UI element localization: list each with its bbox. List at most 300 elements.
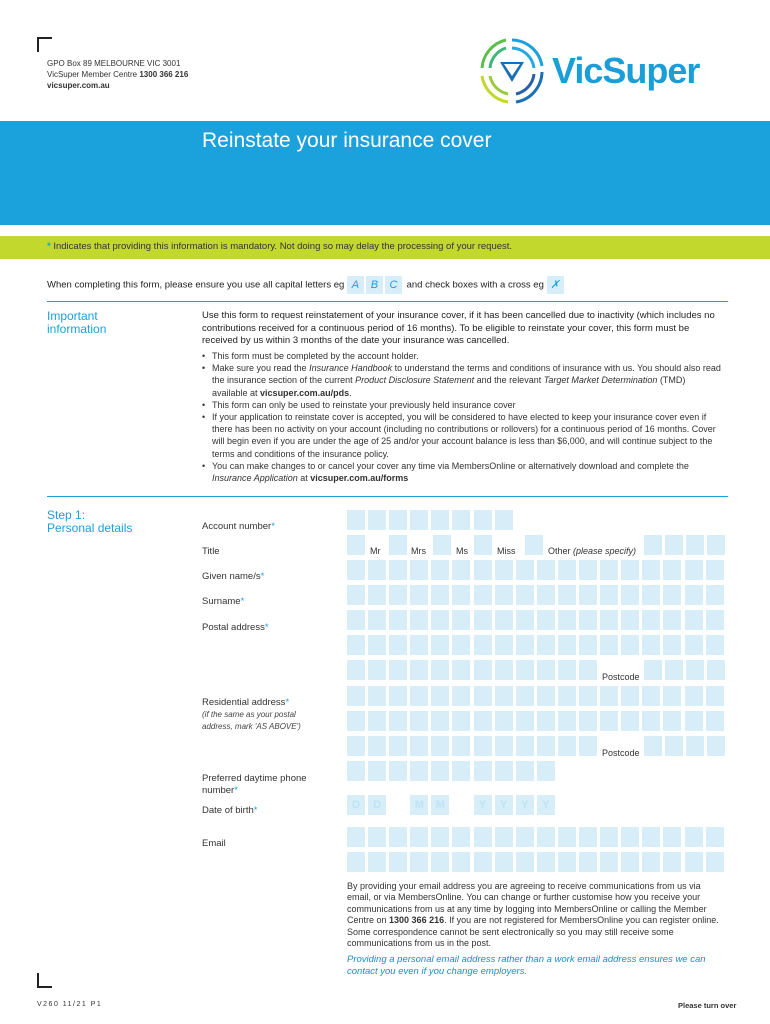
input-box-cell[interactable]	[516, 686, 534, 706]
input-box-cell[interactable]	[389, 585, 407, 605]
input-box-cell[interactable]	[663, 585, 681, 605]
input-box-cell[interactable]	[368, 761, 386, 781]
input-box-cell[interactable]	[685, 610, 703, 630]
crop-mark-bottom	[37, 973, 52, 988]
mandatory-star: *	[260, 571, 265, 582]
input-box-cell[interactable]	[600, 852, 618, 872]
mr-checkbox[interactable]	[347, 535, 365, 555]
input-box-cell[interactable]	[558, 711, 576, 731]
input-box-cell[interactable]	[495, 635, 513, 655]
input-box-cell[interactable]	[706, 827, 724, 847]
input-box-cell[interactable]	[706, 610, 724, 630]
input-box-cell[interactable]	[686, 660, 704, 680]
input-box-cell[interactable]	[452, 610, 470, 630]
email-note-text: . If you are not registered for MembersOnline you can register online. Some correspondence cannot be sent electronically so you may still receive some communications from us in the post.	[347, 915, 719, 949]
input-box-cell[interactable]	[368, 635, 386, 655]
mandatory-star: *	[234, 785, 238, 796]
postal-address-label	[202, 622, 269, 634]
input-box-cell[interactable]	[516, 852, 534, 872]
input-box-cell[interactable]	[558, 736, 576, 756]
bullet-text: Make sure you read the	[212, 363, 310, 374]
input-box-cell[interactable]	[452, 510, 470, 530]
input-box-cell[interactable]	[474, 711, 492, 731]
input-box-cell[interactable]	[474, 585, 492, 605]
input-box-cell[interactable]	[600, 610, 618, 630]
input-box-cell[interactable]	[431, 686, 449, 706]
bullet-item	[202, 362, 722, 399]
form-version: V260 11/21 P1	[37, 1001, 103, 1008]
input-box-cell[interactable]	[663, 610, 681, 630]
input-box-cell[interactable]	[410, 761, 428, 781]
dob-month-cell[interactable]: M	[410, 795, 428, 815]
mrs-checkbox[interactable]	[389, 535, 407, 555]
input-box-cell[interactable]	[707, 535, 725, 555]
dob-day-cell[interactable]: D	[368, 795, 386, 815]
input-box-cell[interactable]	[347, 736, 365, 756]
input-box-cell[interactable]	[642, 560, 660, 580]
instructions-text-2: and check boxes with a cross eg	[406, 279, 544, 291]
mandatory-note-bar	[0, 236, 770, 259]
postal-address-line2[interactable]	[347, 635, 727, 655]
surname-label	[202, 596, 244, 608]
input-box-cell[interactable]	[558, 585, 576, 605]
dob-day-cell[interactable]: D	[347, 795, 365, 815]
input-box-cell[interactable]	[474, 827, 492, 847]
input-box-cell[interactable]	[431, 852, 449, 872]
input-box-cell[interactable]	[389, 635, 407, 655]
input-box-cell[interactable]	[474, 761, 492, 781]
bullet-text: If your application to reinstate cover is accepted, you will be considered to have elected to keep your insurance cover even if there has been no activity on your account (including no contributions or rollovers) for a continuous period of 16 months. Cover will begin even if you are under the age of 25 and/or your account balance is less than $6,000, and will continue subject to the terms and conditions of the insurance policy.	[212, 412, 716, 459]
miss-label: Miss	[497, 546, 516, 556]
input-box-cell[interactable]	[558, 660, 576, 680]
input-box-cell[interactable]	[474, 510, 492, 530]
input-box-cell[interactable]	[663, 711, 681, 731]
residential-address-line3[interactable]	[347, 736, 600, 756]
input-box-cell[interactable]	[621, 827, 639, 847]
input-box-cell[interactable]	[600, 585, 618, 605]
input-box-cell[interactable]	[495, 510, 513, 530]
residential-address-line1[interactable]	[347, 686, 727, 706]
input-box-cell[interactable]	[495, 761, 513, 781]
input-box-cell[interactable]	[516, 585, 534, 605]
input-box-cell[interactable]	[537, 736, 555, 756]
residential-postcode-label: Postcode	[602, 748, 640, 758]
input-box-cell[interactable]	[347, 560, 365, 580]
ms-checkbox[interactable]	[433, 535, 451, 555]
input-box-cell[interactable]	[579, 660, 597, 680]
input-box-cell[interactable]	[368, 510, 386, 530]
input-box-cell[interactable]	[600, 711, 618, 731]
input-box-cell[interactable]	[579, 711, 597, 731]
input-box-cell[interactable]	[347, 510, 365, 530]
label-text: Postal address	[202, 622, 265, 633]
insurance-handbook-ref: Insurance Handbook	[309, 363, 393, 374]
postal-address-line1[interactable]	[347, 610, 727, 630]
input-box-cell[interactable]	[706, 686, 724, 706]
account-number-field[interactable]	[347, 510, 516, 530]
bullet-text: You can make changes to or cancel your cover any time via MembersOnline or alternatively download and complete the	[212, 460, 689, 471]
input-box-cell[interactable]	[665, 535, 683, 555]
input-box-cell[interactable]	[389, 711, 407, 731]
input-box-cell[interactable]	[431, 761, 449, 781]
input-box-cell[interactable]	[642, 610, 660, 630]
input-box-cell[interactable]	[642, 711, 660, 731]
address-line: GPO Box 89 MELBOURNE VIC 3001	[47, 59, 181, 68]
input-box-cell[interactable]	[452, 711, 470, 731]
input-box-cell[interactable]	[685, 711, 703, 731]
step1-subtitle: Personal details	[47, 521, 133, 535]
input-box-cell[interactable]	[600, 686, 618, 706]
bullet-item	[202, 411, 722, 460]
input-box-cell[interactable]	[516, 635, 534, 655]
input-box-cell[interactable]	[644, 736, 662, 756]
input-box-cell[interactable]	[516, 736, 534, 756]
input-box-cell[interactable]	[663, 686, 681, 706]
input-box-cell[interactable]	[474, 635, 492, 655]
input-box-cell[interactable]	[537, 761, 555, 781]
input-box-cell[interactable]	[495, 610, 513, 630]
mandatory-star: *	[47, 241, 51, 252]
input-box-cell[interactable]	[579, 610, 597, 630]
input-box-cell[interactable]	[707, 736, 725, 756]
input-box-cell[interactable]	[431, 736, 449, 756]
residential-note: (if the same as your postal address, mark 'AS ABOVE')	[202, 710, 301, 731]
input-box-cell[interactable]	[474, 660, 492, 680]
input-box-cell[interactable]	[706, 585, 724, 605]
input-box-cell[interactable]	[621, 711, 639, 731]
member-centre-line	[47, 69, 188, 80]
input-box-cell[interactable]	[431, 660, 449, 680]
input-box-cell[interactable]	[706, 711, 724, 731]
input-box-cell[interactable]	[642, 585, 660, 605]
sample-letter-b: B	[366, 276, 383, 294]
input-box-cell[interactable]	[558, 635, 576, 655]
input-box-cell[interactable]	[537, 610, 555, 630]
residential-address-label	[202, 697, 327, 733]
input-box-cell[interactable]	[537, 827, 555, 847]
input-box-cell[interactable]	[368, 610, 386, 630]
surname-field[interactable]	[347, 585, 727, 605]
input-box-cell[interactable]	[685, 827, 703, 847]
email-advice: Providing a personal email address rather than a work email address ensures we can contact you even if you change employers.	[347, 954, 706, 977]
input-box-cell[interactable]	[621, 635, 639, 655]
input-box-cell[interactable]	[474, 686, 492, 706]
input-box-cell[interactable]	[495, 686, 513, 706]
input-box-cell[interactable]	[642, 827, 660, 847]
dob-month-cell[interactable]: M	[431, 795, 449, 815]
input-box-cell[interactable]	[706, 635, 724, 655]
input-box-cell[interactable]	[452, 660, 470, 680]
input-box-cell[interactable]	[706, 852, 724, 872]
input-box-cell[interactable]	[685, 852, 703, 872]
input-box-cell[interactable]	[431, 711, 449, 731]
input-box-cell[interactable]	[579, 686, 597, 706]
input-box-cell[interactable]	[686, 535, 704, 555]
input-box-cell[interactable]	[389, 761, 407, 781]
input-box-cell[interactable]	[431, 560, 449, 580]
email-field-line1[interactable]	[347, 827, 727, 847]
input-box-cell[interactable]	[347, 585, 365, 605]
title-checkboxes[interactable]	[347, 535, 368, 555]
input-box-cell[interactable]	[579, 635, 597, 655]
input-box-cell[interactable]	[368, 660, 386, 680]
input-box-cell[interactable]	[389, 510, 407, 530]
input-box-cell[interactable]	[642, 635, 660, 655]
input-box-cell[interactable]	[600, 560, 618, 580]
mandatory-star: *	[285, 697, 290, 708]
mandatory-star: *	[240, 596, 245, 607]
input-box-cell[interactable]	[474, 852, 492, 872]
input-box-cell[interactable]	[621, 852, 639, 872]
input-box-cell[interactable]	[685, 560, 703, 580]
vicsuper-logo	[476, 36, 726, 106]
input-box-cell[interactable]	[347, 711, 365, 731]
input-box-cell[interactable]	[663, 560, 681, 580]
website: vicsuper.com.au	[47, 81, 110, 90]
important-heading	[47, 310, 106, 336]
instructions-text-1: When completing this form, please ensure you use all capital letters eg	[47, 279, 345, 291]
input-box-cell[interactable]	[347, 635, 365, 655]
important-intro: Use this form to request reinstatement of your insurance cover, if it has been cancelled due to inactivity (which includes no contributions received for a continuous period of 16 months). To be eligible to reinstate your cover, this form must be received by us within 3 months of the date your insurance was cancelled.	[202, 310, 715, 346]
input-box-cell[interactable]	[452, 736, 470, 756]
label-text: Given name/s	[202, 571, 261, 582]
other-label	[548, 546, 636, 556]
input-box-cell[interactable]	[579, 736, 597, 756]
input-box-cell[interactable]	[431, 510, 449, 530]
input-box-cell[interactable]	[347, 852, 365, 872]
input-box-cell[interactable]	[452, 635, 470, 655]
input-box-cell[interactable]	[410, 827, 428, 847]
input-box-cell[interactable]	[495, 711, 513, 731]
input-box-cell[interactable]	[474, 610, 492, 630]
bullet-item	[202, 399, 722, 411]
input-box-cell[interactable]	[644, 660, 662, 680]
input-box-cell[interactable]	[516, 711, 534, 731]
bullet-text: to understand the terms and conditions of insurance with us. You should also read the insurance section of the current	[212, 363, 721, 386]
input-box-cell[interactable]	[537, 660, 555, 680]
input-box-cell[interactable]	[579, 585, 597, 605]
input-box-cell[interactable]	[642, 686, 660, 706]
input-box-cell[interactable]	[516, 827, 534, 847]
input-box-cell[interactable]	[516, 761, 534, 781]
title-banner	[0, 121, 770, 225]
section-divider	[47, 301, 728, 302]
input-box-cell[interactable]	[368, 686, 386, 706]
tmd-ref: Target Market Determination	[543, 375, 658, 386]
label-text: Account number	[202, 521, 272, 532]
input-box-cell[interactable]	[495, 852, 513, 872]
logo-wordmark: VicSuper	[552, 50, 700, 91]
member-centre-label: VicSuper Member Centre	[47, 70, 140, 79]
input-box-cell[interactable]	[621, 560, 639, 580]
input-box-cell[interactable]	[558, 560, 576, 580]
input-box-cell[interactable]	[537, 635, 555, 655]
input-box-cell[interactable]	[389, 560, 407, 580]
input-box-cell[interactable]	[410, 560, 428, 580]
input-box-cell[interactable]	[368, 560, 386, 580]
important-heading-line2: information	[47, 322, 107, 336]
input-box-cell[interactable]	[621, 585, 639, 605]
given-names-field[interactable]	[347, 560, 727, 580]
input-box-cell[interactable]	[347, 761, 365, 781]
title-label: Title	[202, 546, 220, 557]
sample-cross-icon: ✗	[547, 276, 564, 294]
input-box-cell[interactable]	[685, 686, 703, 706]
label-text: Surname	[202, 596, 241, 607]
input-box-cell[interactable]	[495, 560, 513, 580]
input-box-cell[interactable]	[410, 585, 428, 605]
member-centre-phone: 1300 366 216	[139, 70, 189, 79]
input-box-cell[interactable]	[368, 736, 386, 756]
input-box-cell[interactable]	[537, 852, 555, 872]
input-box-cell[interactable]	[537, 585, 555, 605]
mandatory-star: *	[271, 521, 275, 532]
input-box-cell[interactable]	[665, 736, 683, 756]
input-box-cell[interactable]	[516, 660, 534, 680]
input-box-cell[interactable]	[452, 585, 470, 605]
input-box-cell[interactable]	[621, 610, 639, 630]
input-box-cell[interactable]	[495, 827, 513, 847]
input-box-cell[interactable]	[452, 852, 470, 872]
input-box-cell[interactable]	[368, 711, 386, 731]
input-box-cell[interactable]	[663, 635, 681, 655]
input-box-cell[interactable]	[410, 711, 428, 731]
crop-mark-top	[37, 37, 52, 52]
other-checkbox[interactable]	[525, 535, 543, 555]
input-box-cell[interactable]	[410, 686, 428, 706]
input-box-cell[interactable]	[452, 686, 470, 706]
residential-postcode-field[interactable]	[644, 736, 728, 756]
bullet-text: and the relevant	[474, 375, 544, 386]
input-box-cell[interactable]	[644, 535, 662, 555]
bullet-text: at	[297, 473, 311, 484]
input-box-cell[interactable]	[431, 610, 449, 630]
insurance-application-ref: Insurance Application	[212, 473, 298, 484]
input-box-cell[interactable]	[558, 610, 576, 630]
input-box-cell[interactable]	[347, 827, 365, 847]
postal-postcode-label: Postcode	[602, 672, 640, 682]
miss-checkbox[interactable]	[474, 535, 492, 555]
sender-address	[47, 58, 188, 91]
input-box-cell[interactable]	[452, 761, 470, 781]
input-box-cell[interactable]	[537, 686, 555, 706]
input-box-cell[interactable]	[495, 660, 513, 680]
input-box-cell[interactable]	[537, 560, 555, 580]
forms-link[interactable]: vicsuper.com.au/forms	[310, 473, 409, 484]
input-box-cell[interactable]	[410, 736, 428, 756]
dob-year-cell[interactable]: Y	[537, 795, 555, 815]
input-box-cell[interactable]	[685, 585, 703, 605]
input-box-cell[interactable]	[410, 660, 428, 680]
input-box-cell[interactable]	[579, 560, 597, 580]
step1-heading	[47, 509, 132, 535]
residential-address-line2[interactable]	[347, 711, 727, 731]
input-box-cell[interactable]	[558, 852, 576, 872]
input-box-cell[interactable]	[347, 686, 365, 706]
input-box-cell[interactable]	[621, 686, 639, 706]
input-box-cell[interactable]	[389, 852, 407, 872]
important-bullets	[202, 350, 722, 484]
input-box-cell[interactable]	[347, 610, 365, 630]
input-box-cell[interactable]	[579, 827, 597, 847]
pds-link[interactable]: vicsuper.com.au/pds	[260, 387, 350, 398]
input-box-cell[interactable]	[495, 585, 513, 605]
input-box-cell[interactable]	[389, 686, 407, 706]
other-title-field[interactable]	[644, 535, 728, 555]
dob-year-cell[interactable]: Y	[474, 795, 492, 815]
dob-field[interactable]	[347, 795, 558, 815]
bullet-text: (TMD) available at	[212, 375, 686, 398]
input-box-cell[interactable]	[707, 660, 725, 680]
account-number-label	[202, 521, 275, 533]
step1-title: Step 1:	[47, 508, 86, 522]
input-box-cell[interactable]	[600, 827, 618, 847]
input-box-cell[interactable]	[642, 852, 660, 872]
input-box-cell[interactable]	[516, 560, 534, 580]
input-box-cell[interactable]	[706, 560, 724, 580]
input-box-cell[interactable]	[600, 635, 618, 655]
input-box-cell[interactable]	[516, 610, 534, 630]
input-box-cell[interactable]	[537, 711, 555, 731]
input-box-cell[interactable]	[431, 635, 449, 655]
input-box-cell[interactable]	[347, 660, 365, 680]
email-note-text: By providing your email address you are agreeing to receive communications from us via email, or via MembersOnline. You can change or further customise how you receive your communications from us at any time by logging into MembersOnline or calling the Member Centre on	[347, 881, 707, 926]
input-box-cell[interactable]	[663, 852, 681, 872]
input-box-cell[interactable]	[579, 852, 597, 872]
input-box-cell[interactable]	[389, 660, 407, 680]
phone-field[interactable]	[347, 761, 558, 781]
input-box-cell[interactable]	[558, 827, 576, 847]
input-box-cell[interactable]	[389, 736, 407, 756]
label-text: Preferred daytime phone	[202, 773, 307, 784]
email-field-line2[interactable]	[347, 852, 727, 872]
other-text: Other	[548, 546, 571, 556]
input-box-cell[interactable]	[410, 635, 428, 655]
other-note: (please specify)	[573, 546, 637, 556]
input-box-cell[interactable]	[665, 660, 683, 680]
input-box-cell[interactable]	[410, 610, 428, 630]
input-box-cell[interactable]	[663, 827, 681, 847]
mandatory-star: *	[264, 622, 269, 633]
input-box-cell[interactable]	[431, 585, 449, 605]
postal-postcode-field[interactable]	[644, 660, 728, 680]
dob-year-cell[interactable]: Y	[516, 795, 534, 815]
input-box-cell[interactable]	[389, 610, 407, 630]
input-box-cell[interactable]	[474, 560, 492, 580]
input-box-cell[interactable]	[368, 852, 386, 872]
email-consent-note	[347, 881, 727, 949]
please-turn-over: Please turn over	[678, 1001, 737, 1010]
input-box-cell[interactable]	[686, 736, 704, 756]
input-box-cell[interactable]	[495, 736, 513, 756]
dob-year-cell[interactable]: Y	[495, 795, 513, 815]
input-box-cell[interactable]	[452, 560, 470, 580]
input-box-cell[interactable]	[410, 852, 428, 872]
dob-gap	[452, 795, 470, 815]
input-box-cell[interactable]	[368, 585, 386, 605]
input-box-cell[interactable]	[452, 827, 470, 847]
input-box-cell[interactable]	[389, 827, 407, 847]
input-box-cell[interactable]	[368, 827, 386, 847]
input-box-cell[interactable]	[558, 686, 576, 706]
input-box-cell[interactable]	[685, 635, 703, 655]
input-box-cell[interactable]	[474, 736, 492, 756]
postal-address-line3[interactable]	[347, 660, 600, 680]
input-box-cell[interactable]	[431, 827, 449, 847]
ms-label: Ms	[456, 546, 468, 556]
label-text: Residential address	[202, 697, 286, 708]
input-box-cell[interactable]	[410, 510, 428, 530]
